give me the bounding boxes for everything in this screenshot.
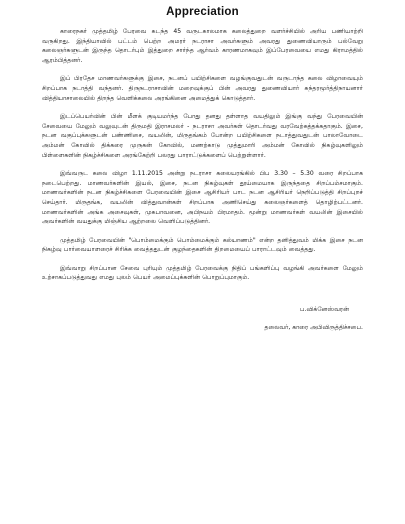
signature-name: ப.விக்னேஸ்வரன் <box>300 306 349 314</box>
signature-role: தலைவர், காரை அபிவிருத்திச்சபை. <box>264 323 363 331</box>
document-title: Appreciation <box>166 6 239 18</box>
paragraph-training: இப் பிரதேச மாணவர்களுக்கு இசை, நடனப் பயிற்சிகளை வழங்குவதுடன் வருடாந்த கலை விழாவையும் சிறப்பாக நடாத்தி வந்தனர். திருநடராசாவின் மறைவுக்குப் பின் அவரது துணைவியார் சுந்தரமூர்த்திநாயனார் வித்தியாசாலையில் திறந்த வெளிக்கலை அரங்கினை அமைத்துக் கொடுத்தார். <box>42 75 363 102</box>
paragraph-history: காரைநகர் முத்தமிழ் பேரவை கடந்த 45 வருடகாலமாக கலைத்துறை வளர்ச்சியில் அரிய பணியாற்றி வருகிறது. இந்தியாவில் பட்டம் பெற்ற அமரர் நடராசா அவர்களும் அவரது துணைவியாரும் பல்வேறு கலைஞர்களுடன் இருந்த தொடர்பும் இத்துறை சார்ந்த ஆர்வம் காரணமாகவும் இப்பேரவையை எமது கிராமத்தில் ஆரம்பித்தனர். <box>42 28 363 64</box>
paragraph-resettlement: இடப்பெயர்வின் பின் மீளக் குடியமர்ந்த போது தனது தள்ளாத வயதிலும் இங்கு வந்து பேரவையின் சேவையை மேலும் வலுவுடன் திருமதி இராசமலர் - நடராசா அவர்கள் தொடர்வது வரவேற்கத்தக்கதாகும். இசை, நடன வகுப்புக்களுடன் பண்ணிசை, வயலின், மிருதங்கம் போன்ற பயிற்சிகளை நடாத்துவதுடன் பாலாவோடை அம்மன் கோவில் திக்கரை முருகன் கோவில், மணற்காடு முத்துமாரி அம்மன் கோவில் நிகழ்வுகளிலும் பிள்ளைகளின் நிகழ்ச்சிகளை அரங்கேற்றி பலரது பாராட்டுக்களைப் பெற்றுள்ளார். <box>42 113 363 159</box>
paragraph-performance: முத்தமிழ் பேரவையின் "பொம்மைக்கும் பொம்மைக்கும் கல்யாணம்" என்ற தனித்துவம் மிக்க இசை நடன நிகழ்வு பார்வையாளரைச் சிரிக்க வைத்ததுடன் குழந்தைகளின் திறமையைப் பாராட்டவும் வைத்தது. <box>42 236 363 254</box>
paragraph-appeal: இவ்வாறு சிறப்பான சேவை புரியும் முத்தமிழ் பேரவைக்கு நிதிப் பங்களிப்பு வழங்கி அவர்களை மேலும் உற்சாகப்படுத்துவது எமது புலம் பெயர் அமைப்புக்களின் பொறுப்புமாகும். <box>42 264 363 282</box>
paragraph-festival: இவ்வருட கலை விழா 1.11.2015 அன்று நடராசா கலையரங்கில் பிப 3.30 – 5.30 வரை சிறப்பாக நடைபெற்றது. மாணவர்களின் இயல், இசை, நடன நிகழ்வுகள் தூய்மையாக இருந்ததை சிறப்பம்சமாகும். மாணவர்களின் நடன நிகழ்ச்சிகளை பேரவையின் இசை ஆசிரியர் பாட நடன ஆசிரியர் நெறிப்படுத்தி சிறப்புறச் செய்தார். மிருதங்க, வயலின் வித்துவான்கள் சிறப்பாக அணிசெய்து கலைஞர்களைத் தொழிற்பட்டனர். மாணவர்களின் அங்க அசைவுகள், முகபாவனை, அபிநயம் பிரமாதம். மூன்று மாணவர்கள் வயலின் இசையில் அவர்களின் வயதுக்கு மிஞ்சிய ஆற்றலை வெளிப்படுத்தினர். <box>42 170 363 226</box>
